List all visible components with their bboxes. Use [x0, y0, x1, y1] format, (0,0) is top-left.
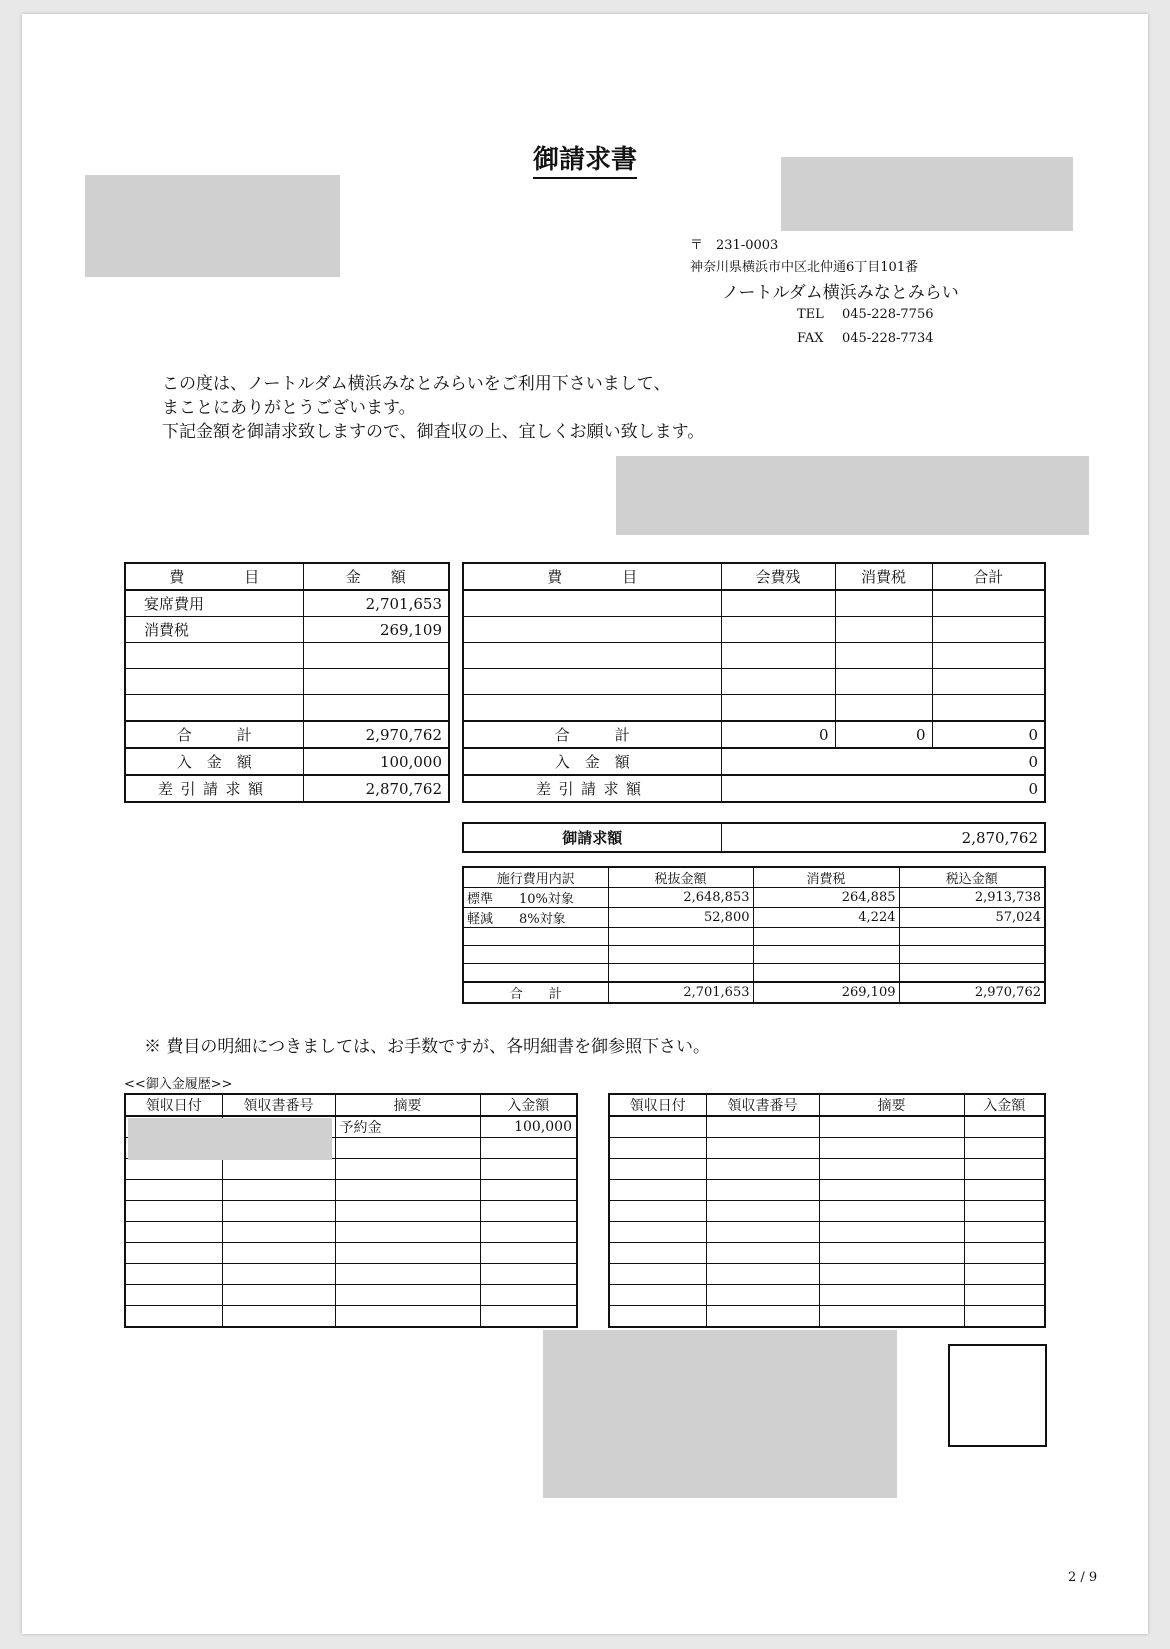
- greeting-line: 下記金額を御請求致しますので、御査収の上、宜しくお願い致します。: [162, 422, 705, 442]
- table-row: [125, 669, 449, 695]
- postal-code: 〒 231-0003: [690, 238, 779, 253]
- tax-breakdown-table: [462, 866, 1046, 1004]
- table-row: 標準 10%対象 2,648,853 264,885 2,913,738: [463, 888, 1045, 908]
- balance-row: 差引請求額 0: [463, 775, 1045, 802]
- fax-number: 045-228-7734: [842, 331, 934, 346]
- deposit-row: 入 金 額 0: [463, 748, 1045, 775]
- table-row: [609, 1159, 1045, 1180]
- table-row: 消費税 269,109: [125, 617, 449, 643]
- deposit-row: 入 金 額 100,000: [125, 748, 449, 775]
- table-row: [125, 1243, 577, 1264]
- table-row: [125, 643, 449, 669]
- redacted-recipient: [85, 175, 340, 277]
- table-row: [125, 1159, 577, 1180]
- table-row: [463, 928, 1045, 946]
- table-header: 費 目 会費残 消費税 合計: [463, 563, 1045, 590]
- table-header: 領収日付 領収書番号 摘要 入金額: [125, 1094, 577, 1116]
- table-row: [463, 695, 1045, 722]
- table-row: 予約金 100,000: [125, 1116, 577, 1138]
- invoice-amount-box: [462, 822, 1046, 853]
- document-title: 御請求書: [22, 139, 1148, 176]
- total-row: 合 計 0 0 0: [463, 721, 1045, 748]
- payment-history-table-right: [608, 1093, 1046, 1328]
- summary-table-left: [124, 562, 450, 803]
- tel-label: TEL: [797, 307, 824, 322]
- tel-number: 045-228-7756: [842, 307, 934, 322]
- greeting-line: この度は、ノートルダム横浜みなとみらいをご利用下さいまして、: [162, 374, 671, 394]
- table-row: [125, 695, 449, 722]
- seal-stamp-box: [948, 1344, 1047, 1447]
- table-row: [463, 669, 1045, 695]
- table-row: [609, 1306, 1045, 1328]
- table-row: [125, 1306, 577, 1328]
- table-row: [609, 1116, 1045, 1138]
- table-row: [609, 1264, 1045, 1285]
- table-row: [463, 643, 1045, 669]
- table-row: [609, 1285, 1045, 1306]
- table-row: [609, 1180, 1045, 1201]
- table-row: 宴席費用 2,701,653: [125, 590, 449, 617]
- company-name: ノートルダム横浜みなとみらい: [722, 283, 959, 303]
- fax-label: FAX: [797, 331, 824, 346]
- table-row: [609, 1243, 1045, 1264]
- table-row: [463, 617, 1045, 643]
- table-row: [463, 590, 1045, 617]
- table-row: [609, 1222, 1045, 1243]
- table-row: [125, 1264, 577, 1285]
- note-text: ※ 費目の明細につきましては、お手数ですが、各明細書を御参照下さい。: [144, 1037, 711, 1057]
- invoice-amount-value: 2,870,762: [721, 823, 1045, 852]
- page-number: 2 / 9: [1068, 1570, 1098, 1585]
- address: 神奈川県横浜市中区北仲通6丁目101番: [690, 260, 919, 275]
- greeting-line: まことにありがとうございます。: [162, 398, 416, 418]
- summary-table-right: [462, 562, 1046, 803]
- greeting-text: [162, 372, 704, 444]
- invoice-page: [22, 14, 1148, 1634]
- table-row: [125, 1222, 577, 1243]
- table-row: [125, 1285, 577, 1306]
- table-row: [125, 1180, 577, 1201]
- table-row: [463, 964, 1045, 983]
- table-row: [125, 1201, 577, 1222]
- redacted-receipt-info: [128, 1118, 332, 1160]
- payment-history-label: <<御入金履歴>>: [124, 1077, 233, 1092]
- table-row: [609, 1201, 1045, 1222]
- table-header: 施行費用内訳 税抜金額 消費税 税込金額: [463, 867, 1045, 888]
- table-row: [463, 946, 1045, 964]
- redacted-account-info: [616, 456, 1089, 535]
- redacted-bank-info: [543, 1330, 897, 1498]
- balance-row: 差引請求額 2,870,762: [125, 775, 449, 802]
- invoice-amount-label: 御請求額: [463, 823, 721, 852]
- table-header: 領収日付 領収書番号 摘要 入金額: [609, 1094, 1045, 1116]
- redacted-date-block: [781, 157, 1073, 231]
- table-row: 軽減 8%対象 52,800 4,224 57,024: [463, 908, 1045, 928]
- table-row: [609, 1138, 1045, 1159]
- table-header: 費 目 金 額: [125, 563, 449, 590]
- total-row: 合 計 2,701,653 269,109 2,970,762: [463, 982, 1045, 1003]
- total-row: 合 計 2,970,762: [125, 721, 449, 748]
